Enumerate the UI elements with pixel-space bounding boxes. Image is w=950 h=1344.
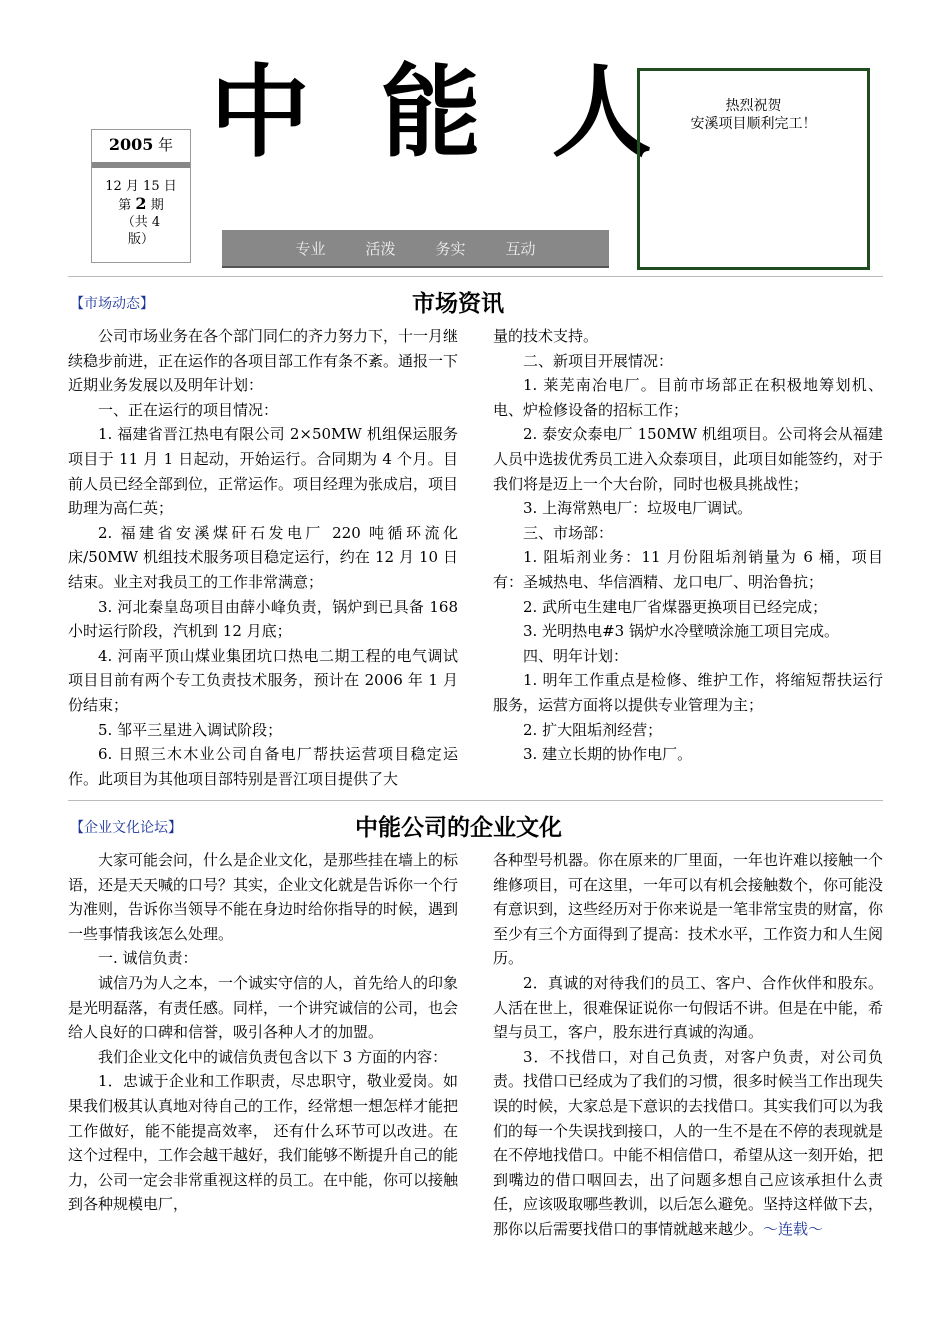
- paragraph: 1. 莱芜南冶电厂。目前市场部正在积极地筹划机、电、炉检修设备的招标工作；: [493, 376, 883, 419]
- tagline-item: 活泼: [365, 239, 396, 258]
- paragraph: 各种型号机器。你在原来的厂里面，一年也许难以接触一个维修项目，可在这里，一年可以有机会接触数个，你可能没有意识到，这些经历对于你来说是一笔非常宝贵的财富，你至少有三个方面得到了提高：技术水平，工作资力和人生阅历。: [493, 851, 884, 968]
- section-title: 市场资讯: [412, 291, 504, 317]
- page-count: （共 4 版）: [121, 215, 161, 247]
- tagline-item: 互动: [505, 239, 536, 258]
- paragraph: 2. 扩大阻垢剂经营；: [523, 720, 663, 739]
- paragraph: 一、正在运行的项目情况：: [98, 400, 279, 419]
- paragraph: 2. 福建省安溪煤矸石发电厂 220 吨循环流化床/50MW 机组技术服务项目稳定运行，约在 12 月 10 日结束。业主对我员工的工作非常满意；: [68, 523, 458, 591]
- article-column-left: [68, 848, 458, 1217]
- paragraph: 1. 福建省晋江热电有限公司 2×50MW 机组保运服务项目于 11 月 1 日起动，开始运行。合同期为 4 个月。目前人员已经全部到位，正常运作。项目经理为张成启，项目助理为高仁英；: [68, 425, 459, 518]
- paragraph: 量的技术支持。: [493, 327, 599, 345]
- date-box-divider: [92, 162, 190, 168]
- paragraph: 三、市场部：: [523, 523, 614, 542]
- section-tag: 【市场动态】: [70, 296, 154, 312]
- issue-number: 第 2 期: [118, 194, 164, 213]
- issue-date: 12 月 15 日: [105, 179, 177, 194]
- paragraph: 1. 明年工作重点是检修、维护工作，将缩短帮扶运行服务，运营方面将以提供专业管理为主；: [493, 671, 883, 714]
- paragraph: 6. 日照三木木业公司自备电厂帮扶运营项目稳定运作。此项目为其他项目部特别是晋江项目提供了大: [68, 745, 458, 788]
- divider: [68, 800, 883, 801]
- article-column-right: [493, 324, 883, 767]
- paragraph: 公司市场业务在各个部门同仁的齐力努力下，十一月继续稳步前进，正在运作的各项目部工作有条不紊。通报一下近期业务发展以及明年计划：: [68, 327, 459, 395]
- paragraph: 4. 河南平顶山煤业集团坑口热电二期工程的电气调试项目目前有两个专工负责技术服务，预计在 2006 年 1 月份结束；: [68, 646, 458, 714]
- congrats-line: 热烈祝贺: [725, 98, 782, 114]
- tagline-item: 务实: [435, 239, 466, 258]
- paragraph: 1．忠诚于企业和工作职责，尽忠职守，敬业爱岗。如果我们极其认真地对待自己的工作，经常想一想怎样才能把工作做好，能不能提高效率， 还有什么环节可以改进。在这个过程中，工作会越干越好，我们能够不断提升自己的能力，公司一定会非常重视这样的员工。在中能，你可以接触到各种规模电厂，: [68, 1072, 459, 1214]
- congratulations-box: [637, 68, 870, 270]
- paragraph: 四、明年计划：: [523, 646, 629, 665]
- tagline-bar: [222, 230, 609, 268]
- article-column-right: [493, 848, 883, 1242]
- paragraph: 2．真诚的对待我们的员工、客户、合作伙伴和股东。人活在世上，很难保证说你一句假话不讲。但是在中能，希望与员工，客户，股东进行真诚的沟通。: [493, 973, 884, 1042]
- paragraph: 我们企业文化中的诚信负责包含以下 3 方面的内容：: [98, 1047, 448, 1066]
- issue-date-box: [91, 129, 191, 263]
- paragraph: 一. 诚信负责：: [98, 949, 198, 968]
- continued-link[interactable]: ～连载～: [763, 1219, 824, 1238]
- paragraph: 诚信乃为人之本，一个诚实守信的人，首先给人的印象是光明磊落，有责任感。同样，一个讲究诚信的公司，也会给人良好的口碑和信誉，吸引各种人才的加盟。: [68, 973, 459, 1042]
- paragraph: 3．不找借口，对自己负责，对客户负责，对公司负责。找借口已经成为了我们的习惯，很多时候当工作出现失误的时候，大家总是下意识的去找借口。其实我们可以为我们的每一个失误找到接口，人的一生不是在不停的表现就是在不停地找借口。中能不相信借口，希望从这一刻开始，把到嘴边的借口咽回去，出了问题多想自己应该承担什么责任，应该吸取哪些教训，以后怎么避免。坚持这样做下去，那你以后需要找借口的事情就越来越少。～连载～: [493, 1047, 884, 1238]
- section-title: 中能公司的企业文化: [355, 815, 562, 841]
- paragraph: 2. 泰安众泰电厂 150MW 机组项目。公司将会从福建人员中选拔优秀员工进入众泰项目，此项目如能签约，对于我们将是迈上一个大台阶，同时也极具挑战性；: [493, 425, 884, 493]
- congrats-line: 安溪项目顺利完工！: [690, 116, 817, 132]
- paragraph: 3. 建立长期的协作电厂。: [523, 745, 693, 764]
- paragraph: 大家可能会问，什么是企业文化，是那些挂在墙上的标语，还是天天喊的口号？其实，企业文化就是告诉你一个行为准则，告诉你当领导不能在身边时给你指导的时候，遇到一些事情我该怎么处理。: [68, 851, 459, 943]
- paragraph: 2. 武所屯生建电厂省煤器更换项目已经完成；: [523, 597, 828, 616]
- tagline-item: 专业: [295, 239, 326, 258]
- paragraph: 3. 河北秦皇岛项目由薛小峰负责，锅炉到已具备 168 小时运行阶段，汽机到 12 月底；: [68, 597, 458, 641]
- newspaper-title: 中 能 人: [210, 54, 670, 171]
- issue-year: 2005 年: [108, 135, 174, 154]
- article-column-left: [68, 324, 458, 791]
- paragraph: 3. 光明热电#3 锅炉水冷壁喷涂施工项目完成。: [523, 622, 839, 641]
- divider: [68, 276, 883, 277]
- section-tag: 【企业文化论坛】: [70, 820, 182, 836]
- paragraph: 3. 上海常熟电厂：垃圾电厂调试。: [523, 499, 753, 518]
- paragraph: 二、新项目开展情况：: [523, 351, 674, 370]
- paragraph: 5. 邹平三星进入调试阶段；: [98, 720, 283, 739]
- paragraph: 1. 阻垢剂业务：11 月份阻垢剂销量为 6 桶，项目有：圣城热电、华信酒精、龙口电厂、明治鲁抗；: [493, 548, 883, 591]
